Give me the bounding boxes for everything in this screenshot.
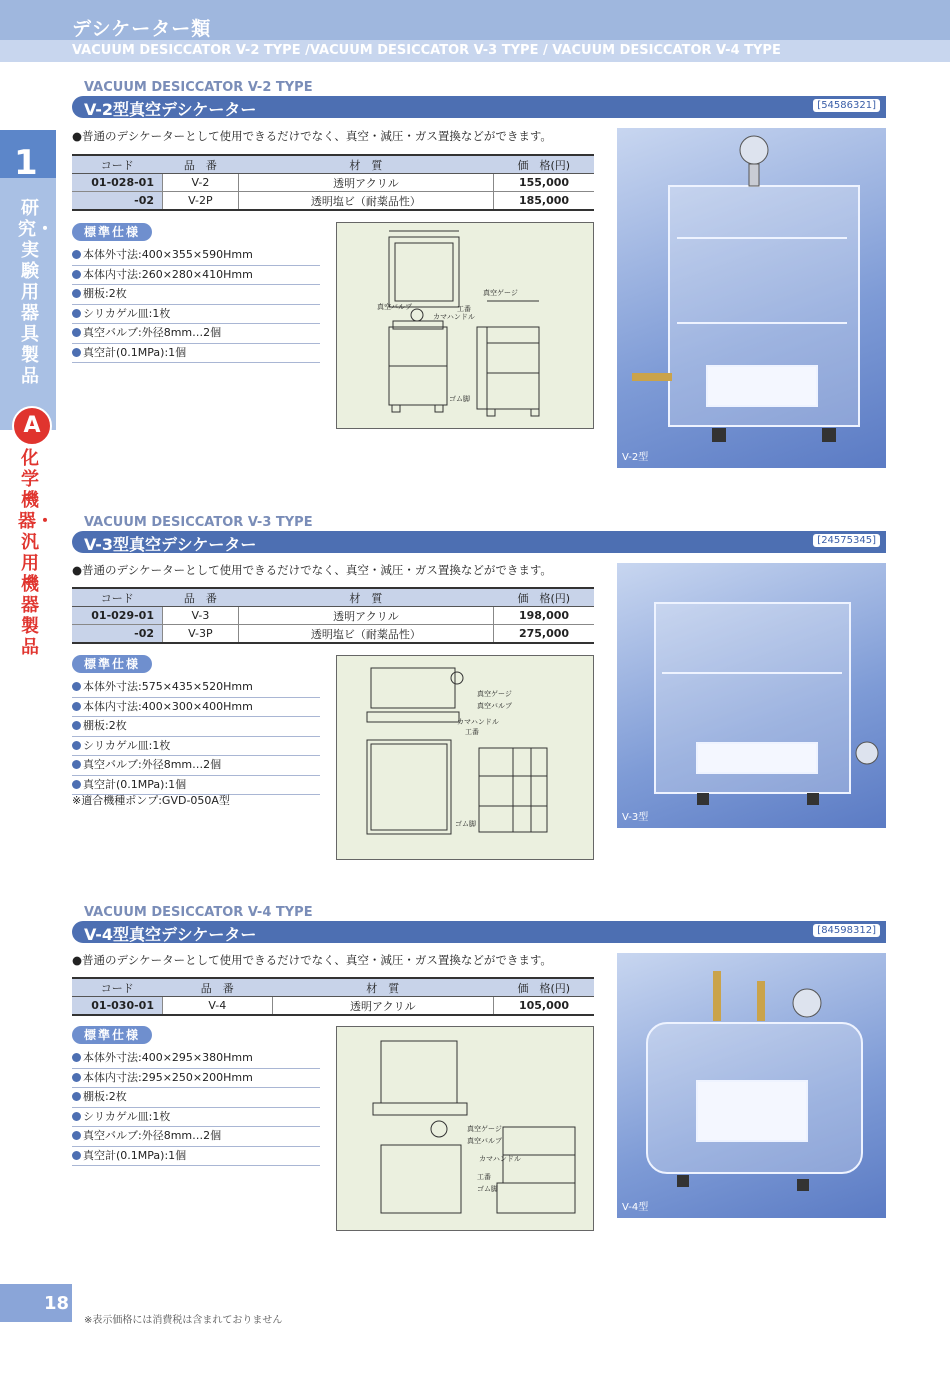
drawing-label: 工番 <box>465 728 479 736</box>
drawing-label: 真空ゲージ <box>467 1125 502 1133</box>
spec-item: 真空計(0.1MPa):1個 <box>72 776 320 796</box>
page-subtitle: VACUUM DESICCATOR V-2 TYPE /VACUUM DESICCATOR V-3 TYPE / VACUUM DESICCATOR V-4 TYPE <box>72 43 781 58</box>
spec-item: 真空計(0.1MPa):1個 <box>72 344 320 364</box>
cell-model: V-2 <box>163 174 239 192</box>
spec-badge: 標準仕様 <box>72 1026 152 1044</box>
drawing-label: ゴム脚 <box>455 820 476 828</box>
spec-item: 棚板:2枚 <box>72 1088 320 1108</box>
drawing-svg <box>337 656 593 859</box>
cell-model: V-2P <box>163 192 239 211</box>
cell-code: -02 <box>72 192 163 211</box>
spec-item: シリカゲル皿:1枚 <box>72 305 320 325</box>
cell-price: 275,000 <box>494 625 595 644</box>
bullet-icon <box>72 270 81 279</box>
header-band <box>0 0 950 62</box>
gauge-icon <box>740 136 768 164</box>
spec-item: 本体外寸法:400×295×380Hmm <box>72 1049 320 1069</box>
section-description: ●普通のデシケーターとして使用できるだけでなく、真空・減圧・ガス置換などができます。 <box>72 563 552 577</box>
spec-item: 本体内寸法:260×280×410Hmm <box>72 266 320 286</box>
drawing-label: 工番 <box>457 305 471 313</box>
table-header-row <box>72 588 594 607</box>
col-material: 材 質 <box>238 155 493 174</box>
bullet-icon <box>72 682 81 691</box>
catalog-code: [24575345] <box>813 534 880 547</box>
col-price: 価 格(円) <box>494 978 595 997</box>
table-header-row <box>72 978 594 997</box>
cell-code: 01-030-01 <box>72 997 163 1016</box>
photo-caption: V-4型 <box>622 1202 649 1213</box>
col-code: コード <box>72 978 163 997</box>
product-photo <box>617 128 886 468</box>
section-title-bar <box>72 96 886 118</box>
section-description: ●普通のデシケーターとして使用できるだけでなく、真空・減圧・ガス置換などができます。 <box>72 129 552 143</box>
bullet-icon <box>72 328 81 337</box>
spec-item: 本体外寸法:400×355×590Hmm <box>72 246 320 266</box>
col-material: 材 質 <box>272 978 493 997</box>
section-jp-title: V-3型真空デシケーター <box>84 535 257 554</box>
photo-caption: V-3型 <box>622 812 649 823</box>
cell-price: 198,000 <box>494 607 595 625</box>
bullet-icon <box>72 760 81 769</box>
drawing-svg <box>337 223 593 428</box>
chapter-number: 1 <box>14 143 38 183</box>
bullet-icon <box>72 1092 81 1101</box>
drawing-label: カマハンドル <box>457 718 499 726</box>
bullet-icon <box>72 289 81 298</box>
page-number: 18 <box>44 1293 70 1314</box>
section-jp-title: V-4型真空デシケーター <box>84 925 257 944</box>
section-en-title: VACUUM DESICCATOR V-4 TYPE <box>84 905 313 920</box>
technical-drawing <box>336 222 594 429</box>
bullet-icon <box>72 1112 81 1121</box>
cell-model: V-3 <box>163 607 239 625</box>
gauge-icon <box>856 742 878 764</box>
section-letter-badge: A <box>12 406 52 446</box>
product-photo <box>617 953 886 1218</box>
catalog-code: [84598312] <box>813 924 880 937</box>
product-illustration <box>617 953 886 1218</box>
drawing-svg <box>337 1027 593 1230</box>
col-model: 品 番 <box>163 155 239 174</box>
bullet-icon <box>72 250 81 259</box>
spec-item: 本体内寸法:295×250×200Hmm <box>72 1069 320 1089</box>
spec-badge: 標準仕様 <box>72 655 152 673</box>
page-number-tab <box>0 1284 72 1322</box>
cell-model: V-3P <box>163 625 239 644</box>
drawing-label: 真空バルブ <box>467 1137 502 1145</box>
technical-drawing <box>336 655 594 860</box>
cell-material: 透明アクリル <box>238 174 493 192</box>
col-model: 品 番 <box>163 588 239 607</box>
spec-item: 真空バルブ:外径8mm…2個 <box>72 1127 320 1147</box>
spec-item: 真空バルブ:外径8mm…2個 <box>72 324 320 344</box>
photo-caption: V-2型 <box>622 452 649 463</box>
spec-item: 本体外寸法:575×435×520Hmm <box>72 678 320 698</box>
bullet-icon <box>72 309 81 318</box>
drawing-label: 真空バルブ <box>477 702 512 710</box>
spec-item: シリカゲル皿:1枚 <box>72 1108 320 1128</box>
section-description: ●普通のデシケーターとして使用できるだけでなく、真空・減圧・ガス置換などができます。 <box>72 953 552 967</box>
cell-material: 透明塩ビ（耐薬品性） <box>238 625 493 644</box>
bullet-icon <box>72 348 81 357</box>
section-subcategory: 化学機器・汎用機器製品 <box>18 448 54 658</box>
table-row <box>72 625 594 644</box>
cell-price: 105,000 <box>494 997 595 1016</box>
tax-footnote: ※表示価格には消費税は含まれておりません <box>84 1315 283 1326</box>
table-row <box>72 607 594 625</box>
spec-list <box>72 1049 320 1166</box>
drawing-label: カマハンドル <box>433 313 475 321</box>
spec-list <box>72 246 320 363</box>
section-title-bar <box>72 921 886 943</box>
col-model: 品 番 <box>163 978 273 997</box>
technical-drawing <box>336 1026 594 1231</box>
spec-badge: 標準仕様 <box>72 223 152 241</box>
price-table <box>72 977 594 1016</box>
spec-item: 棚板:2枚 <box>72 717 320 737</box>
chapter-category: 研究・実験用器具製品 <box>18 198 54 387</box>
bullet-icon <box>72 1151 81 1160</box>
page-title: デシケーター類 <box>72 18 212 40</box>
catalog-code: [54586321] <box>813 99 880 112</box>
drawing-label: ゴム脚 <box>449 395 470 403</box>
bullet-icon <box>72 721 81 730</box>
subtitle-band <box>0 40 950 62</box>
drawing-label: 真空バルブ <box>377 303 412 311</box>
price-table <box>72 154 594 211</box>
table-row <box>72 997 594 1016</box>
bullet-icon <box>72 1131 81 1140</box>
spec-item: 本体内寸法:400×300×400Hmm <box>72 698 320 718</box>
section-en-title: VACUUM DESICCATOR V-2 TYPE <box>84 80 313 95</box>
bullet-icon <box>72 780 81 789</box>
col-code: コード <box>72 588 163 607</box>
cell-material: 透明アクリル <box>272 997 493 1016</box>
drawing-label: 真空ゲージ <box>483 289 518 297</box>
drawing-label: 工番 <box>477 1173 491 1181</box>
table-header-row <box>72 155 594 174</box>
col-code: コード <box>72 155 163 174</box>
compatibility-note: ※適合機種ポンプ:GVD-050A型 <box>72 794 230 807</box>
product-illustration <box>617 563 886 828</box>
table-row <box>72 192 594 211</box>
table-row <box>72 174 594 192</box>
cell-material: 透明塩ビ（耐薬品性） <box>238 192 493 211</box>
spec-item: 真空計(0.1MPa):1個 <box>72 1147 320 1167</box>
cell-code: 01-028-01 <box>72 174 163 192</box>
col-material: 材 質 <box>238 588 493 607</box>
product-illustration <box>617 128 886 468</box>
gauge-icon <box>793 989 821 1017</box>
cell-price: 185,000 <box>494 192 595 211</box>
col-price: 価 格(円) <box>494 588 595 607</box>
cell-code: -02 <box>72 625 163 644</box>
cell-material: 透明アクリル <box>238 607 493 625</box>
product-photo <box>617 563 886 828</box>
price-table <box>72 587 594 644</box>
cell-code: 01-029-01 <box>72 607 163 625</box>
bullet-icon <box>72 702 81 711</box>
spec-item: 真空バルブ:外径8mm…2個 <box>72 756 320 776</box>
bullet-icon <box>72 741 81 750</box>
cell-model: V-4 <box>163 997 273 1016</box>
col-price: 価 格(円) <box>494 155 595 174</box>
section-jp-title: V-2型真空デシケーター <box>84 100 257 119</box>
drawing-label: 真空ゲージ <box>477 690 512 698</box>
drawing-label: カマハンドル <box>479 1155 521 1163</box>
bullet-icon <box>72 1053 81 1062</box>
section-en-title: VACUUM DESICCATOR V-3 TYPE <box>84 515 313 530</box>
spec-item: シリカゲル皿:1枚 <box>72 737 320 757</box>
section-title-bar <box>72 531 886 553</box>
cell-price: 155,000 <box>494 174 595 192</box>
spec-item: 棚板:2枚 <box>72 285 320 305</box>
spec-list <box>72 678 320 795</box>
drawing-label: ゴム脚 <box>477 1185 498 1193</box>
bullet-icon <box>72 1073 81 1082</box>
